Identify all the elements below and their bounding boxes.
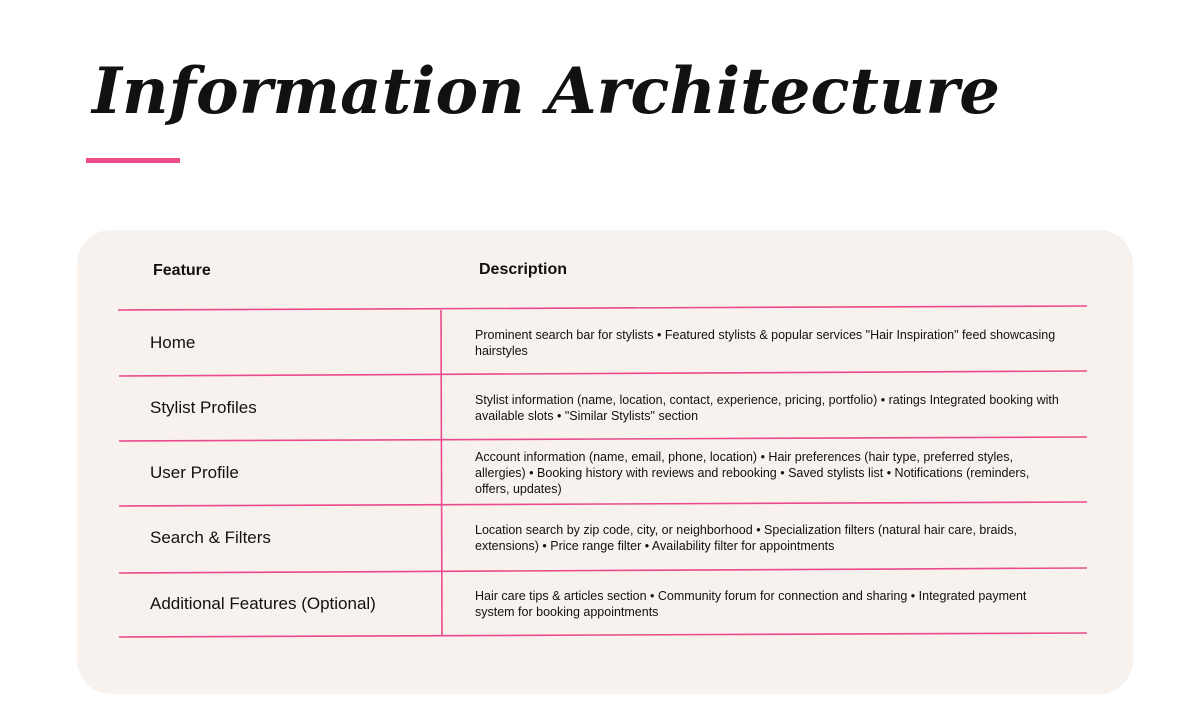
description-text: Account information (name, email, phone, location) • Hair preferences (hair type, preferred styles, allergies) • Booking history with reviews and rebooking • Saved stylists list • Notifications (reminders, offers, updates)	[475, 450, 1030, 496]
description-text: Location search by zip code, city, or neighborhood • Specialization filters (natural hair care, braids, extensions) • Price range filter • Availability filter for appointments	[475, 523, 1017, 553]
description-text: Hair care tips & articles section • Community forum for connection and sharing • Integrated payment system for booking appointments	[475, 589, 1027, 619]
feature-column-header: Feature	[153, 262, 211, 279]
table-row	[118, 441, 1088, 505]
feature-cell: Stylist Profiles	[150, 398, 257, 417]
page-title: Information Architecture	[92, 54, 1000, 129]
description-cell	[475, 311, 1065, 375]
title-underline	[86, 158, 180, 163]
description-column-header: Description	[479, 261, 568, 278]
description-cell	[475, 572, 1065, 636]
description-cell	[475, 441, 1065, 505]
feature-cell: Additional Features (Optional)	[150, 594, 376, 613]
table-row	[118, 506, 1088, 570]
table-row	[118, 311, 1088, 375]
table-row	[118, 376, 1088, 440]
table-row	[118, 572, 1088, 636]
description-text: Prominent search bar for stylists • Featured stylists & popular services "Hair Inspiration" feed showcasing hairstyles	[475, 328, 1056, 358]
description-cell	[475, 376, 1065, 440]
feature-cell: Search & Filters	[150, 528, 271, 547]
feature-cell: User Profile	[150, 463, 239, 482]
description-text: Stylist information (name, location, contact, experience, pricing, portfolio) • ratings Integrated booking with available slots • "Similar Stylists" section	[475, 393, 1059, 423]
feature-cell: Home	[150, 333, 196, 352]
description-cell	[475, 506, 1065, 570]
